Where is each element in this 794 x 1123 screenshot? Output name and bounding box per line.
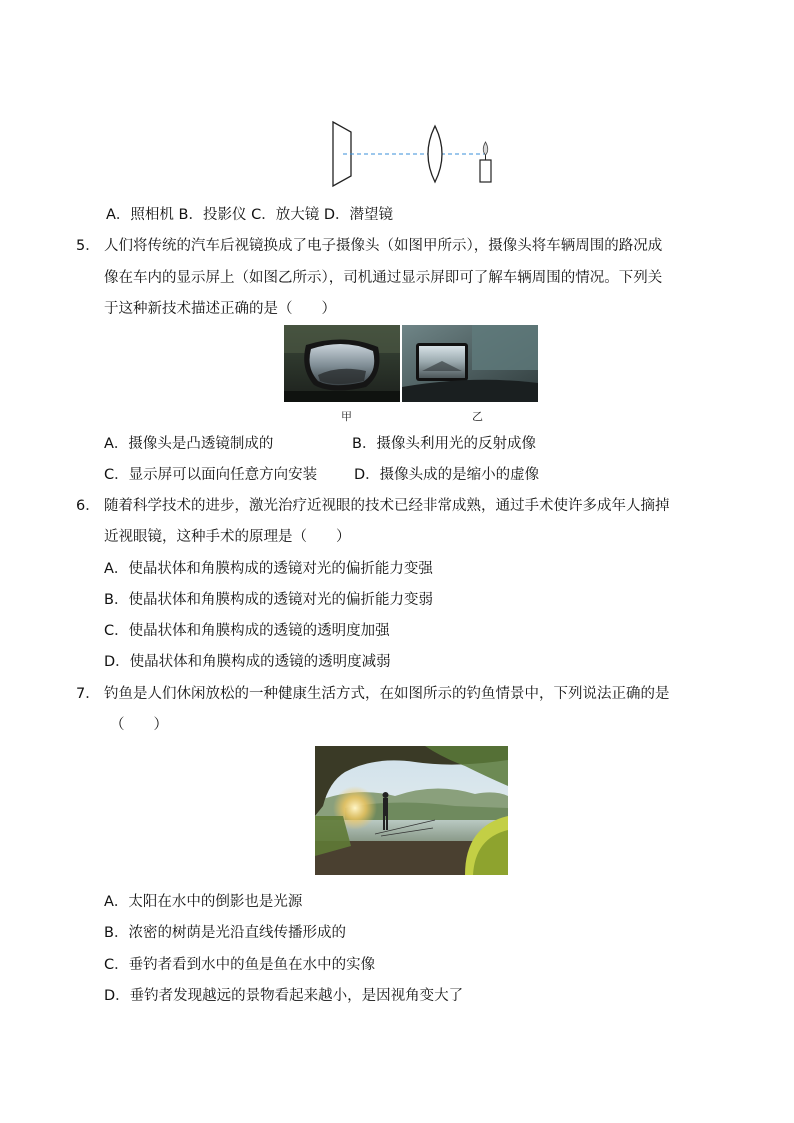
q7-option-c: C．垂钓者看到水中的鱼是鱼在水中的实像 bbox=[104, 957, 376, 973]
q6-option-c: C．使晶状体和角膜构成的透镜的透明度加强 bbox=[104, 623, 390, 639]
q7-option-a: A．太阳在水中的倒影也是光源 bbox=[104, 894, 303, 910]
screen-shape bbox=[333, 122, 351, 186]
optics-diagram bbox=[325, 118, 495, 190]
q7-option-d: D．垂钓者发现越远的景物看起来越小，是因视角变大了 bbox=[104, 988, 464, 1004]
q7-stem-line-1: 钓鱼是人们休闲放松的一种健康生活方式，在如图所示的钓鱼情景中，下列说法正确的是 bbox=[104, 686, 670, 702]
q4-options: A．照相机 B．投影仪 C．放大镜 D．潜望镜 bbox=[106, 207, 393, 223]
q5-option-d: D．摄像头成的是缩小的虚像 bbox=[354, 467, 540, 483]
q5-stem-line-3: 于这种新技术描述正确的是（ ） bbox=[104, 301, 336, 317]
q7-number: 7． bbox=[76, 686, 100, 702]
q7-option-b: B．浓密的树荫是光沿直线传播形成的 bbox=[104, 925, 346, 941]
q5-stem-line-1: 人们将传统的汽车后视镜换成了电子摄像头（如图甲所示），摄像头将车辆周围的路况成 bbox=[104, 238, 663, 254]
q7-stem-line-2: （ ） bbox=[110, 717, 168, 733]
fishing-scene-photo bbox=[315, 746, 508, 875]
q5-option-b: B．摄像头利用光的反射成像 bbox=[352, 436, 536, 452]
q5-option-a: A．摄像头是凸透镜制成的 bbox=[104, 436, 274, 452]
candle-body bbox=[480, 160, 491, 182]
q6-option-d: D．使晶状体和角膜构成的透镜的透明度减弱 bbox=[104, 654, 391, 670]
q6-option-a: A．使晶状体和角膜构成的透镜对光的偏折能力变强 bbox=[104, 561, 433, 577]
car-display-photo bbox=[402, 325, 538, 402]
q5-number: 5． bbox=[76, 238, 100, 254]
side-mirror-photo bbox=[284, 325, 400, 402]
q6-stem-line-2: 近视眼镜，这种手术的原理是（ ） bbox=[104, 529, 351, 545]
convex-lens-shape bbox=[428, 126, 442, 182]
q5-stem-line-2: 像在车内的显示屏上（如图乙所示），司机通过显示屏即可了解车辆周围的情况。下列关 bbox=[104, 270, 663, 286]
caption-jia: 甲 bbox=[341, 410, 352, 423]
q5-option-c: C．显示屏可以面向任意方向安装 bbox=[104, 467, 318, 483]
q6-stem-line-1: 随着科学技术的进步，激光治疗近视眼的技术已经非常成熟，通过手术使许多成年人摘掉 bbox=[104, 498, 670, 514]
caption-yi: 乙 bbox=[472, 410, 483, 423]
candle-flame-icon bbox=[483, 142, 488, 155]
q6-option-b: B．使晶状体和角膜构成的透镜对光的偏折能力变弱 bbox=[104, 592, 433, 608]
q6-number: 6． bbox=[76, 498, 100, 514]
